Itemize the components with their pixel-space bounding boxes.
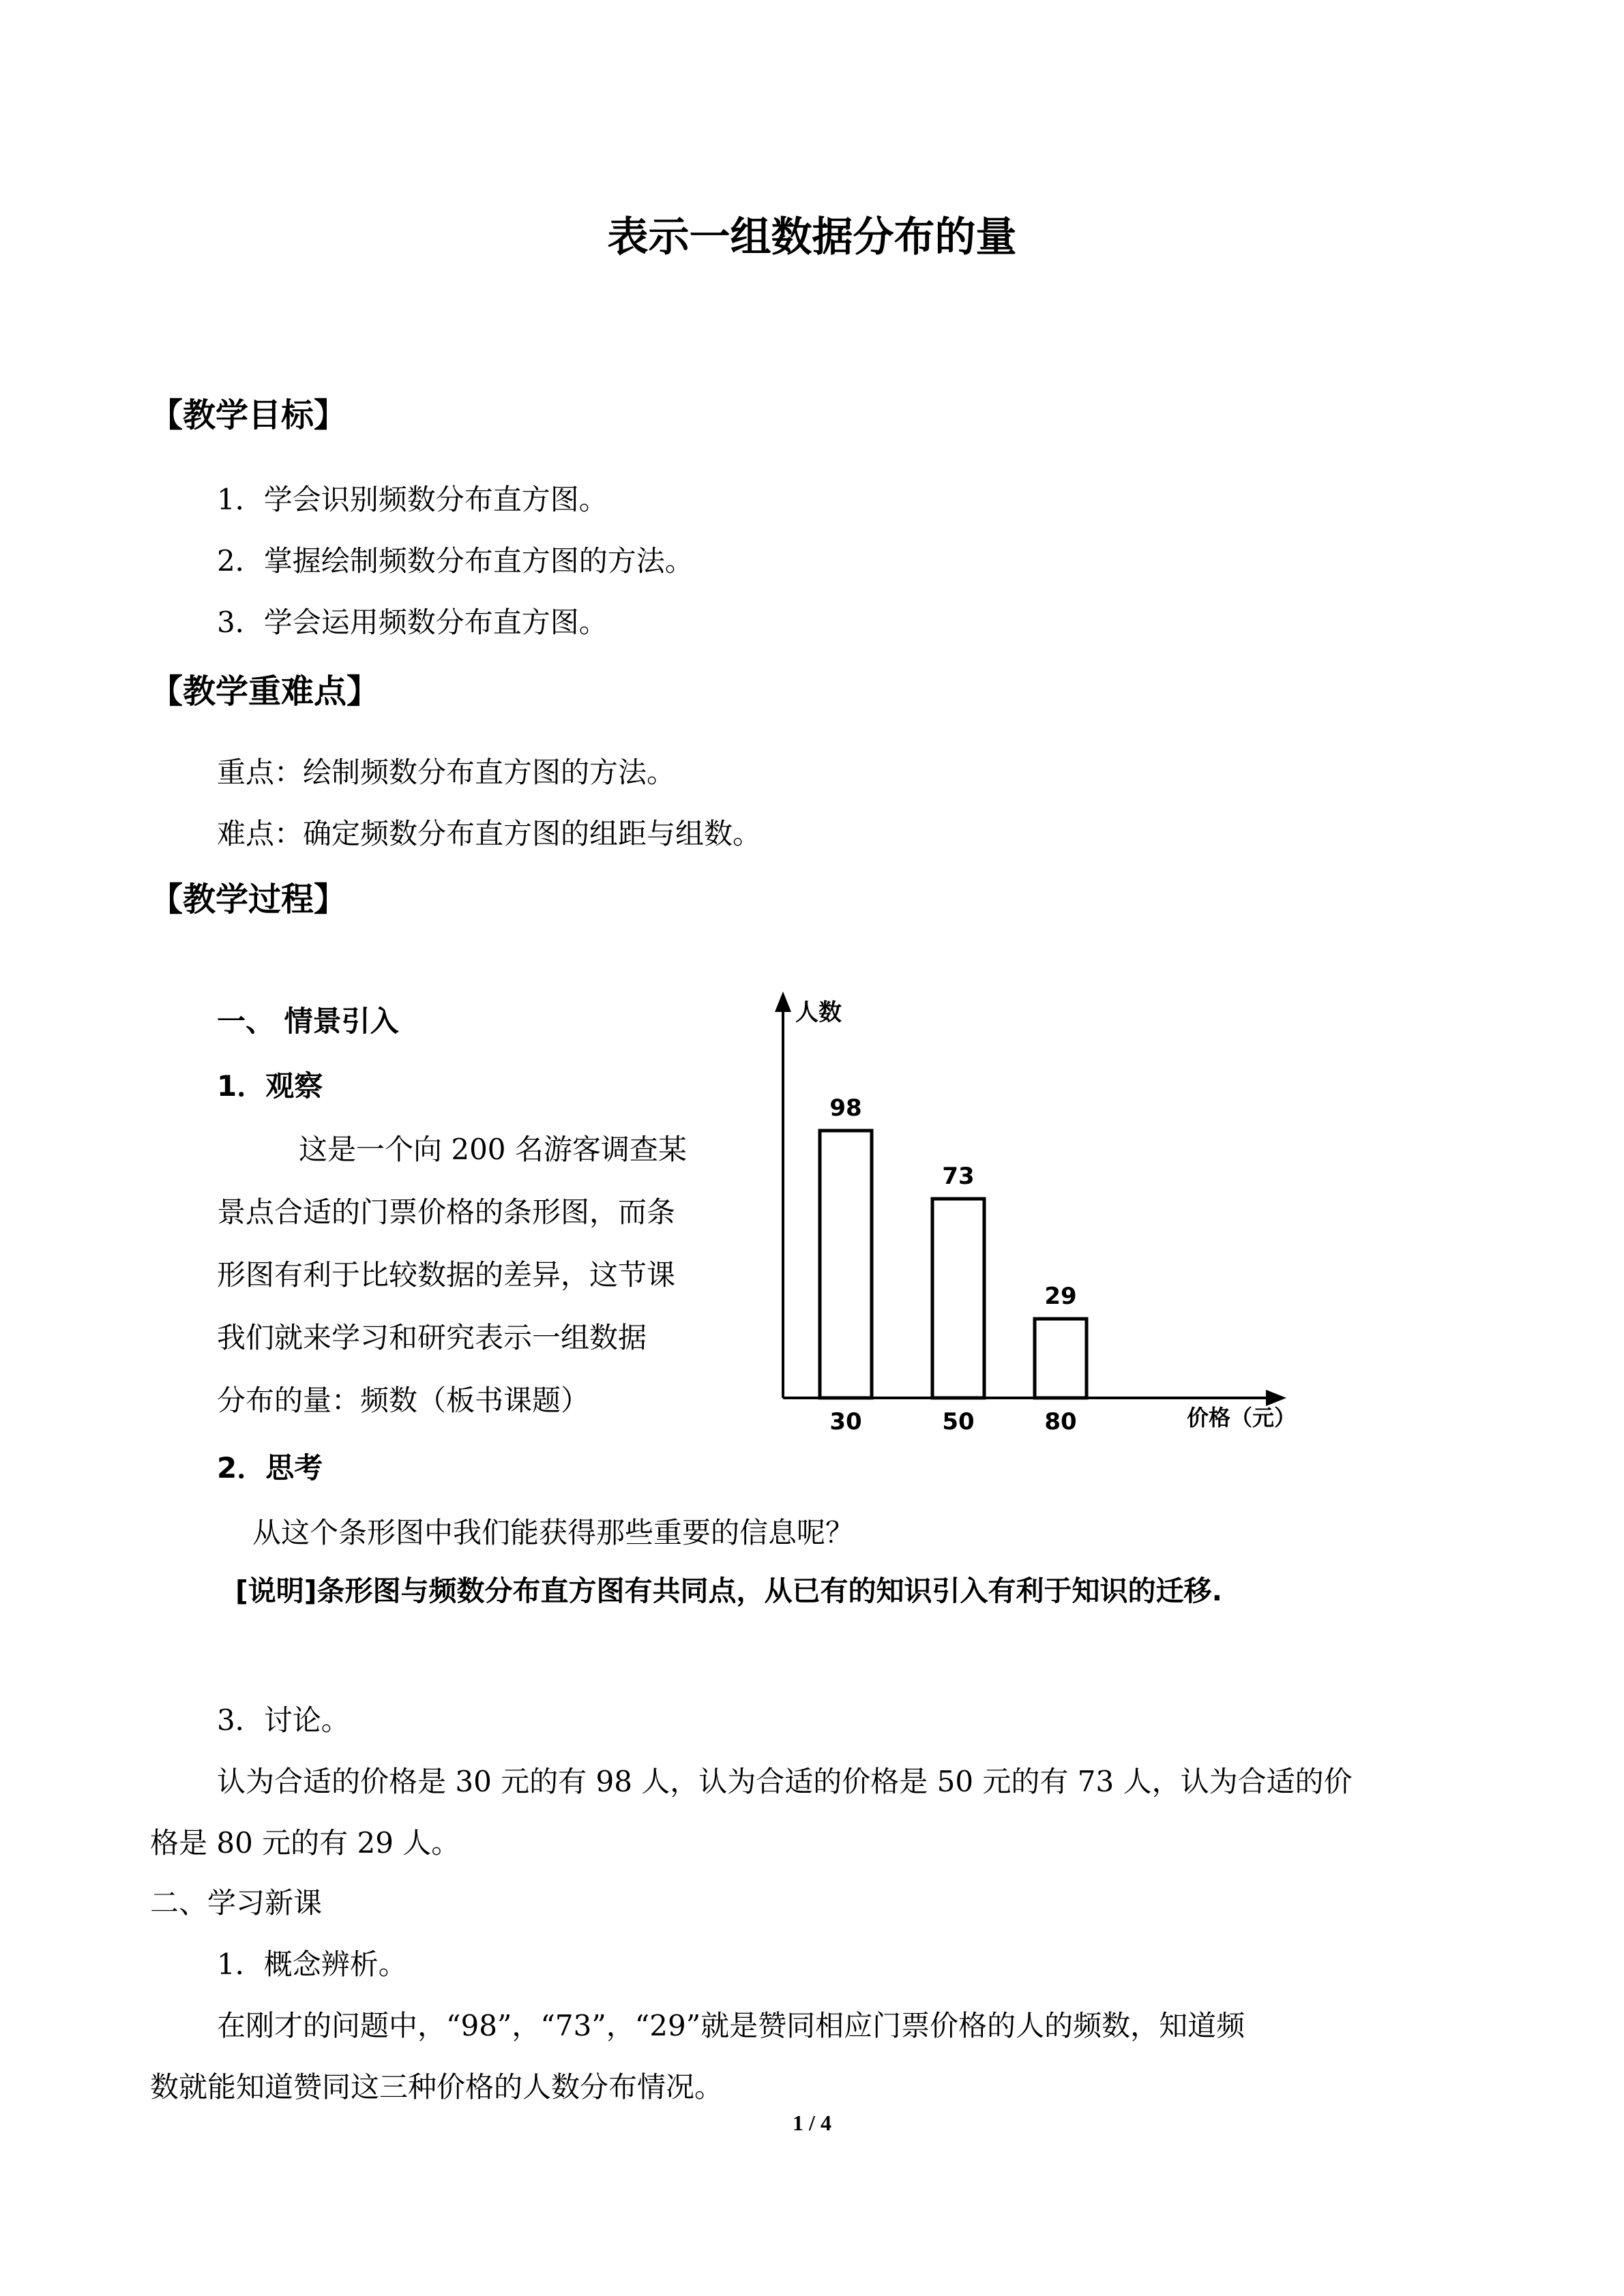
discussion-label: 3．讨论。	[217, 1703, 350, 1737]
page-number: 1 / 4	[793, 2111, 831, 2135]
observe-label: 1．观察	[217, 1069, 323, 1103]
page-title: 表示一组数据分布的量	[607, 213, 1017, 261]
x-axis-arrow	[1266, 1390, 1286, 1406]
concept-label: 1．概念辨析。	[217, 1948, 407, 1981]
data-label-50: 73	[942, 1163, 975, 1190]
key-point: 重点：绘制频数分布直方图的方法。	[217, 756, 676, 789]
data-label-30: 98	[829, 1094, 862, 1122]
observe-line: 分布的量：频数（板书课题）	[217, 1384, 590, 1417]
observe-paragraph	[217, 1118, 722, 1432]
think-label: 2．思考	[217, 1451, 323, 1485]
observe-line: 景点合适的门票价格的条形图，而条	[217, 1195, 676, 1229]
bar-30	[820, 1131, 872, 1398]
x-tick-label-30: 30	[829, 1408, 862, 1435]
think-text: 从这个条形图中我们能获得那些重要的信息呢？	[252, 1516, 855, 1549]
difficult-point: 难点：确定频数分布直方图的组距与组数。	[217, 817, 762, 850]
concept-line: 数就能知道赞同这三种价格的人数分布情况。	[150, 2070, 724, 2104]
keypoints-heading: 【教学重难点】	[150, 672, 380, 711]
y-axis-label: 人数	[795, 999, 842, 1026]
note-text: [说明]条形图与频数分布直方图有共同点，从已有的知识引入有利于知识的迁移.	[235, 1575, 1223, 1607]
x-tick-label-80: 80	[1044, 1408, 1077, 1435]
goals-heading: 【教学目标】	[150, 396, 347, 434]
observe-line: 形图有利于比较数据的差异，这节课	[217, 1258, 676, 1292]
goal-item: 1．学会识别频数分布直方图。	[217, 483, 608, 516]
newlesson-heading: 二、学习新课	[150, 1886, 323, 1920]
y-axis-arrow	[775, 992, 791, 1012]
x-axis-label: 价格（元）	[1187, 1405, 1297, 1431]
x-tick-label-50: 50	[942, 1408, 975, 1435]
process-heading: 【教学过程】	[150, 880, 347, 919]
concept-line: 在刚才的问题中，“98”，“73”，“29”就是赞同相应门票价格的人的频数，知道频	[217, 2009, 1245, 2042]
discussion-line: 认为合适的价格是 30 元的有 98 人，认为合适的价格是 50 元的有 73 人，认为合适的价	[217, 1765, 1353, 1798]
observe-line: 这是一个向 200 名游客调查某	[299, 1133, 687, 1166]
intro-heading: 一、 情景引入	[217, 1004, 399, 1038]
bar-80	[1035, 1319, 1087, 1398]
observe-line: 我们就来学习和研究表示一组数据	[217, 1321, 647, 1354]
bar-chart	[750, 989, 1337, 1462]
goal-item: 2．掌握绘制频数分布直方图的方法。	[217, 544, 694, 578]
data-label-80: 29	[1044, 1283, 1077, 1310]
goal-item: 3．学会运用频数分布直方图。	[217, 606, 608, 639]
bar-50	[932, 1199, 984, 1398]
bar-chart-svg	[750, 989, 1337, 1459]
discussion-line: 格是 80 元的有 29 人。	[150, 1826, 460, 1860]
